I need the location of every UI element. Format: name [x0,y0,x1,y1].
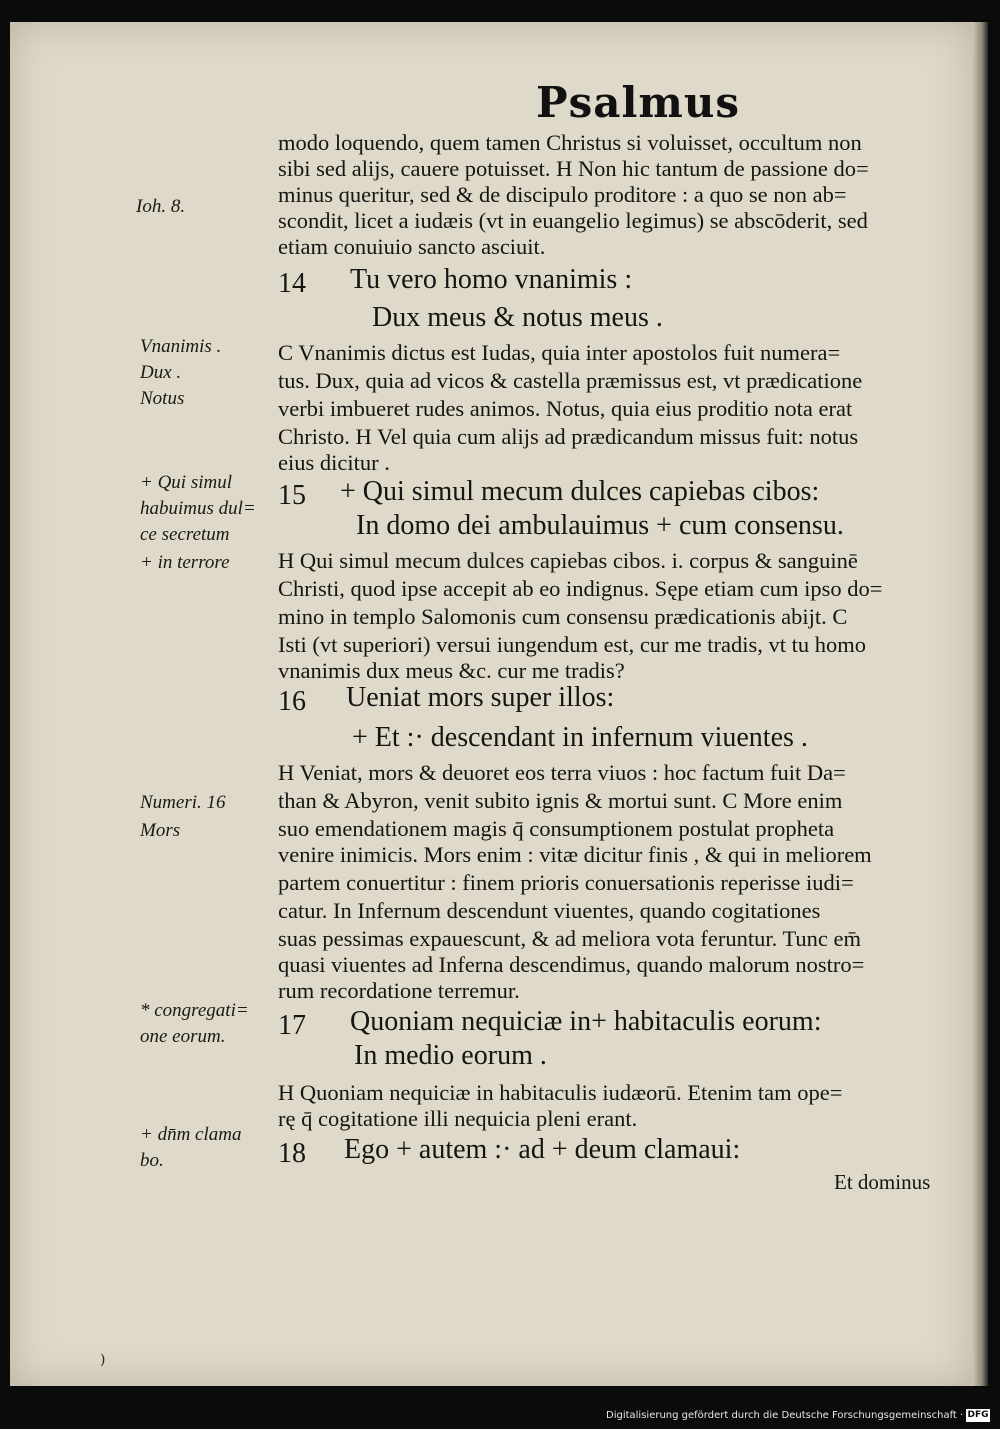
commentary-line: than & Abyron, venit subito ignis & mortui sunt. C More enim [278,788,843,813]
margin-note: * congregati= [140,1000,249,1021]
verse-number: 16 [278,686,306,717]
margin-note: one eorum. [140,1026,226,1047]
margin-note: habuimus dul= [140,498,256,519]
commentary-line: eius dicitur . [278,450,390,475]
margin-note: Vnanimis . [140,336,222,357]
verse-line: Quoniam nequiciæ in+ habitaculis eorum: [350,1006,822,1037]
margin-note: ce secretum [140,524,230,545]
commentary-line: H Qui simul mecum dulces capiebas cibos. i. corpus & sanguinē [278,548,858,573]
commentary-line: C Vnanimis dictus est Iudas, quia inter apostolos fuit numera= [278,340,841,365]
commentary-line: rę q̄ cogitatione illi nequicia pleni erant. [278,1106,638,1131]
verse-number: 18 [278,1138,306,1169]
commentary-line: partem conuertitur : finem prioris conuersationis reperisse iudi= [278,870,854,895]
verse-line: Tu vero homo vnanimis : [350,264,633,295]
commentary-line: catur. In Infernum descendunt viuentes, quando cogitationes [278,898,821,923]
stray-mark: ) [100,1352,106,1368]
verse-line: Ego + autem :· ad + deum clamaui: [344,1134,741,1165]
body-line: scondit, licet a iudæis (vt in euangelio legimus) se abscōderit, sed [278,208,868,233]
commentary-line: vnanimis dux meus &c. cur me tradis? [278,658,625,683]
commentary-line: H Quoniam nequiciæ in habitaculis iudæorū. Etenim tam ope= [278,1080,843,1105]
verse-line: In medio eorum . [354,1040,547,1071]
margin-note: + dn̄m clama [140,1124,242,1145]
digitization-credit: Digitalisierung gefördert durch die Deutsche Forschungsgemeinschaft · [606,1410,964,1421]
margin-note: Ioh. 8. [136,196,186,217]
commentary-line: suas pessimas expauescunt, & ad meliora vota feruntur. Tunc em̄ [278,926,862,951]
body-line: sibi sed alijs, cauere potuisset. H Non hic tantum de passione do= [278,156,869,181]
commentary-line: mino in templo Salomonis cum consensu prædicationis abijt. C [278,604,848,629]
commentary-line: Christo. H Vel quia cum alijs ad prædicandum missus fuit: notus [278,424,859,449]
margin-note: bo. [140,1150,164,1171]
dfg-logo: DFG [967,1410,989,1420]
verse-line: In domo dei ambulauimus + cum consensu. [356,510,844,541]
verse-line: Dux meus & notus meus . [372,302,663,333]
body-line: etiam conuiuio sancto asciuit. [278,234,546,259]
commentary-line: quasi viuentes ad Inferna descendimus, quando malorum nostro= [278,952,865,977]
verse-number: 15 [278,480,306,511]
commentary-line: Christi, quod ipse accepit ab eo indignus. Sępe etiam cum ipso do= [278,576,883,601]
commentary-line: venire inimicis. Mors enim : vitæ dicitur finis , & qui in meliorem [278,842,872,867]
margin-note: Notus [140,388,185,409]
margin-note: + in terrore [140,552,230,573]
verse-line: + Et :· descendant in infernum viuentes . [352,722,808,753]
commentary-line: Isti (vt superiori) versui iungendum est, cur me tradis, vt tu homo [278,632,867,657]
catchword: Et dominus [834,1170,931,1194]
verse-line: Ueniat mors super illos: [346,682,615,713]
body-line: minus queritur, sed & de discipulo proditore : a quo se non ab= [278,182,847,207]
page-edge [972,22,988,1386]
commentary-line: tus. Dux, quia ad vicos & castella præmissus est, vt prædicatione [278,368,863,393]
margin-note: Numeri. 16 [140,792,226,813]
margin-note: Dux . [140,362,182,383]
margin-note: + Qui simul [140,472,232,493]
verse-number: 14 [278,268,306,299]
commentary-line: verbi imbueret rudes animos. Notus, quia eius proditio nota erat [278,396,853,421]
commentary-line: suo emendationem magis q̄ consumptionem postulat propheta [278,816,835,841]
commentary-line: rum recordatione terremur. [278,978,520,1003]
margin-note: Mors [140,820,181,841]
verse-line: + Qui simul mecum dulces capiebas cibos: [340,476,820,507]
commentary-line: H Veniat, mors & deuoret eos terra viuos : hoc factum fuit Da= [278,760,846,785]
body-line: modo loquendo, quem tamen Christus si voluisset, occultum non [278,130,862,155]
running-head: Psalmus [536,78,741,127]
verse-number: 17 [278,1010,306,1041]
